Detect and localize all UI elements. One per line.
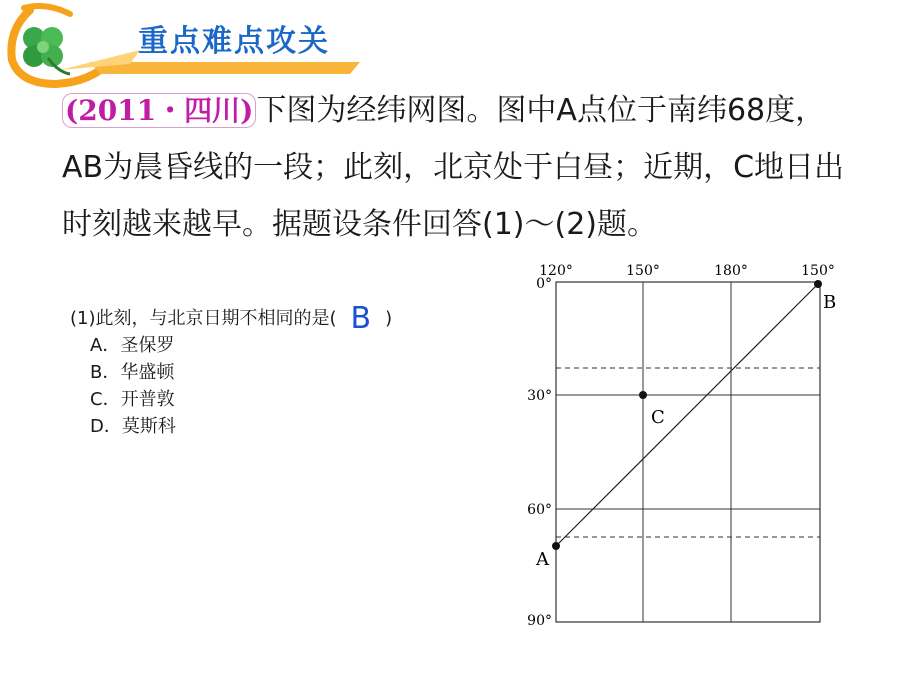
left-label-90: 90°	[527, 613, 552, 629]
point-a	[552, 542, 560, 550]
top-label-180: 180°	[714, 263, 748, 279]
top-label-120: 120°	[539, 263, 573, 279]
left-label-30: 30°	[527, 388, 552, 404]
subquestion-suffix: )	[385, 308, 393, 329]
point-label-a: A	[536, 549, 549, 570]
point-b	[814, 280, 822, 288]
option-b: B．华盛顿	[90, 362, 175, 383]
clover-icon	[23, 27, 70, 74]
subquestion-prefix: (1)此刻，与北京日期不相同的是(	[70, 308, 337, 329]
subquestion-answer: B	[350, 301, 372, 336]
graticule-diagram	[520, 255, 850, 635]
left-label-0: 0°	[536, 276, 552, 292]
subquestion-stem	[70, 301, 393, 336]
top-label-150w: 150°	[801, 263, 835, 279]
point-label-b: B	[823, 292, 837, 313]
question-body: 下图为经纬网图。图中A点位于南纬68度，AB为晨昏线的一段；此刻，北京处于白昼；近期，C地日出时刻越来越早。据题设条件回答(1)～(2)题。	[62, 93, 845, 242]
option-c: C．开普敦	[90, 389, 175, 410]
point-label-c: C	[651, 407, 665, 428]
subquestion	[70, 301, 393, 440]
terminator-ab	[556, 284, 818, 546]
left-label-60: 60°	[527, 502, 552, 518]
question-text	[62, 82, 852, 253]
option-d: D．莫斯科	[90, 416, 176, 437]
point-c	[639, 391, 647, 399]
diagram-frame	[556, 282, 820, 622]
banner-title: 重点难点攻关	[138, 24, 330, 59]
option-a: A．圣保罗	[90, 335, 175, 356]
top-label-150e: 150°	[626, 263, 660, 279]
question-source: (2011・四川)	[62, 93, 256, 128]
